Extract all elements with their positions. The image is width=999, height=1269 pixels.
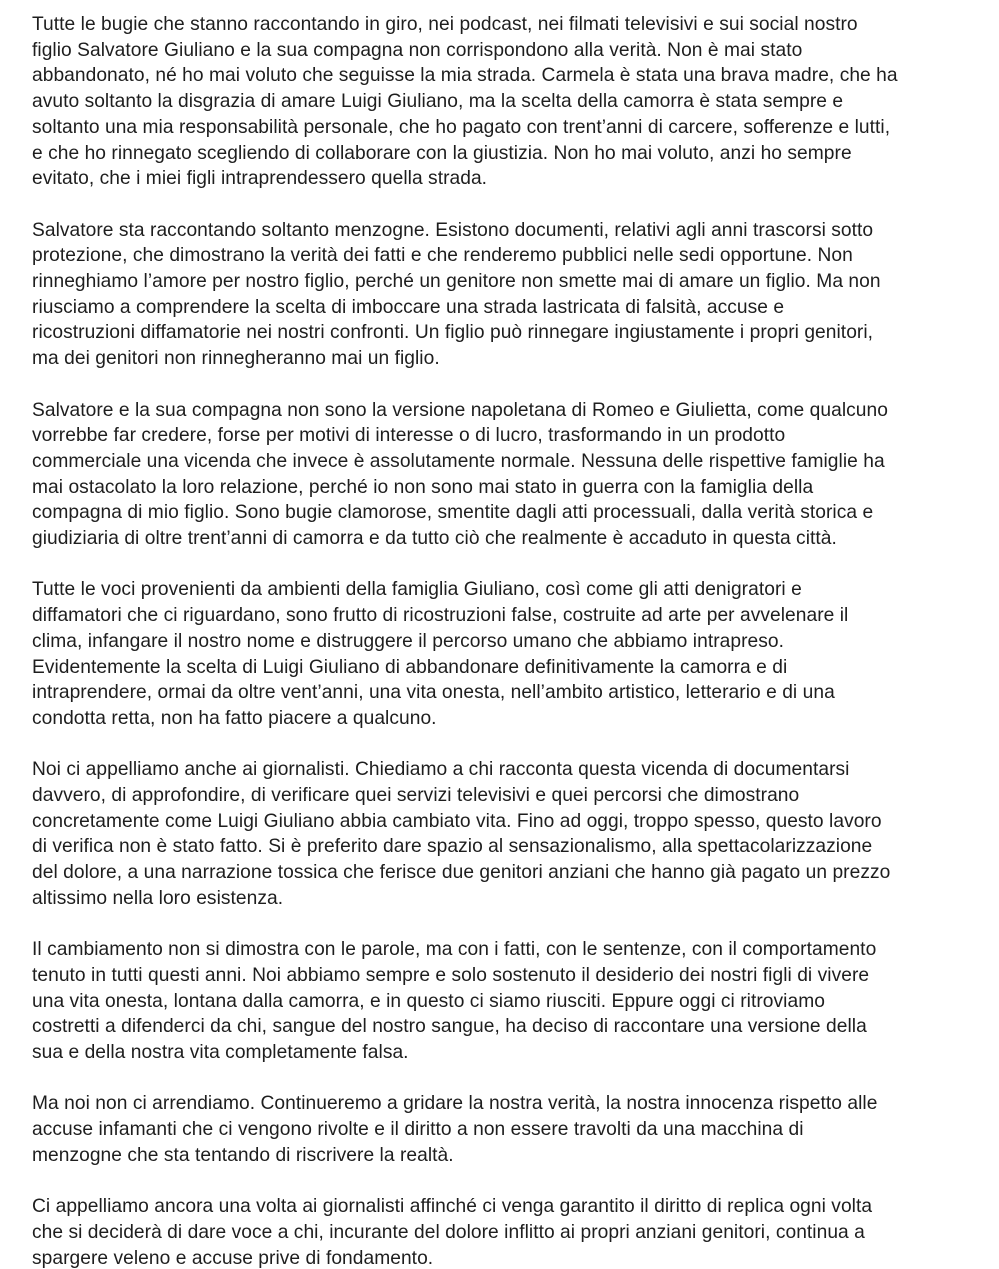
- text-line: altissimo nella loro esistenza.: [32, 887, 284, 909]
- text-line: Evidentemente la scelta di Luigi Giuliano di abbandonare definitivamente la camorra e di: [32, 656, 788, 678]
- text-line: menzogne che sta tentando di riscrivere la realtà.: [32, 1144, 454, 1166]
- text-line: rinneghiamo l’amore per nostro figlio, perché un genitore non smette mai di amare un figlio. Ma non: [32, 271, 881, 293]
- text-line: Salvatore e la sua compagna non sono la versione napoletana di Romeo e Giulietta, come qualcuno: [32, 399, 888, 421]
- text-line: Il cambiamento non si dimostra con le parole, ma con i fatti, con le sentenze, con il comportamento: [32, 939, 877, 961]
- document-body: [32, 12, 987, 1269]
- text-line: Ma noi non ci arrendiamo. Continueremo a gridare la nostra verità, la nostra innocenza rispetto alle: [32, 1093, 878, 1115]
- text-line: abbandonato, né ho mai voluto che seguisse la mia strada. Carmela è stata una brava madre, che ha: [32, 65, 898, 87]
- text-line: tenuto in tutti questi anni. Noi abbiamo sempre e solo sostenuto il desiderio dei nostri figli di vivere: [32, 964, 870, 986]
- text-line: e che ho rinnegato scegliendo di collaborare con la giustizia. Non ho mai voluto, anzi ho sempre: [32, 142, 852, 164]
- text-line: che si deciderà di dare voce a chi, incurante del dolore inflitto ai propri anziani genitori, continua a: [32, 1221, 865, 1243]
- text-line: una vita onesta, lontana dalla camorra, e in questo ci siamo riusciti. Eppure oggi ci ritroviamo: [32, 990, 825, 1012]
- text-line: giudiziaria di oltre trent’anni di camorra e da tutto ciò che realmente è accaduto in questa città.: [32, 528, 837, 550]
- text-line: clima, infangare il nostro nome e distruggere il percorso umano che abbiamo intrapreso.: [32, 630, 784, 652]
- text-line: evitato, che i miei figli intraprendessero quella strada.: [32, 168, 488, 190]
- text-line: commerciale una vicenda che invece è assolutamente normale. Nessuna delle rispettive famiglie ha: [32, 450, 885, 472]
- paragraph-6: [32, 937, 987, 1066]
- text-line: Ci appelliamo ancora una volta ai giornalisti affinché ci venga garantito il diritto di replica ogni volta: [32, 1196, 873, 1218]
- text-line: costretti a difenderci da chi, sangue del nostro sangue, ha deciso di raccontare una versione della: [32, 1016, 867, 1038]
- paragraph-4: [32, 577, 987, 731]
- text-line: concretamente come Luigi Giuliano abbia cambiato vita. Fino ad oggi, troppo spesso, questo lavoro: [32, 810, 882, 832]
- text-line: accuse infamanti che ci vengono rivolte e il diritto a non essere travolti da una macchina di: [32, 1119, 804, 1141]
- text-line: Noi ci appelliamo anche ai giornalisti. Chiediamo a chi racconta questa vicenda di documentarsi: [32, 759, 850, 781]
- text-line: sua e della nostra vita completamente falsa.: [32, 1042, 409, 1064]
- text-line: del dolore, a una narrazione tossica che ferisce due genitori anziani che hanno già pagato un prezzo: [32, 862, 891, 884]
- paragraph-2: [32, 218, 987, 372]
- paragraph-1: [32, 12, 987, 192]
- text-line: mai ostacolato la loro relazione, perché io non sono mai stato in guerra con la famiglia della: [32, 476, 814, 498]
- text-line: Salvatore sta raccontando soltanto menzogne. Esistono documenti, relativi agli anni trascorsi sotto: [32, 219, 874, 241]
- text-line: intraprendere, ormai da oltre vent’anni, una vita onesta, nell’ambito artistico, letterario e di una: [32, 682, 835, 704]
- text-line: compagna di mio figlio. Sono bugie clamorose, smentite dagli atti processuali, dalla verità storica e: [32, 502, 874, 524]
- paragraph-7: [32, 1091, 987, 1168]
- paragraph-8: [32, 1194, 987, 1269]
- text-line: avuto soltanto la disgrazia di amare Luigi Giuliano, ma la scelta della camorra è stata sempre e: [32, 91, 844, 113]
- text-line: davvero, di approfondire, di verificare quei servizi televisivi e quei percorsi che dimostrano: [32, 785, 800, 807]
- text-line: diffamatori che ci riguardano, sono frutto di ricostruzioni false, costruite ad arte per avvelenare il: [32, 605, 849, 627]
- text-line: vorrebbe far credere, forse per motivi di interesse o di lucro, trasformando in un prodotto: [32, 425, 786, 447]
- text-line: soltanto una mia responsabilità personale, che ho pagato con trent’anni di carcere, sofferenze e lutti,: [32, 116, 891, 138]
- text-line: Tutte le voci provenienti da ambienti della famiglia Giuliano, così come gli atti denigratori e: [32, 579, 802, 601]
- text-line: ricostruzioni diffamatorie nei nostri confronti. Un figlio può rinnegare ingiustamente i propri genitori,: [32, 322, 874, 344]
- text-line: protezione, che dimostrano la verità dei fatti e che renderemo pubblici nelle sedi opportune. Non: [32, 245, 853, 267]
- paragraph-5: [32, 757, 987, 911]
- text-line: Tutte le bugie che stanno raccontando in giro, nei podcast, nei filmati televisivi e sui social nostro: [32, 14, 858, 35]
- text-line: condotta retta, non ha fatto piacere a qualcuno.: [32, 707, 437, 729]
- text-line: riusciamo a comprendere la scelta di imboccare una strada lastricata di falsità, accuse e: [32, 296, 785, 318]
- paragraph-3: [32, 398, 987, 552]
- text-line: di verifica non è stato fatto. Si è preferito dare spazio al sensazionalismo, alla spettacolarizzazione: [32, 836, 873, 858]
- text-line: figlio Salvatore Giuliano e la sua compagna non corrispondono alla verità. Non è mai stato: [32, 39, 803, 61]
- text-line: spargere veleno e accuse prive di fondamento.: [32, 1247, 434, 1269]
- text-line: ma dei genitori non rinnegheranno mai un figlio.: [32, 348, 440, 370]
